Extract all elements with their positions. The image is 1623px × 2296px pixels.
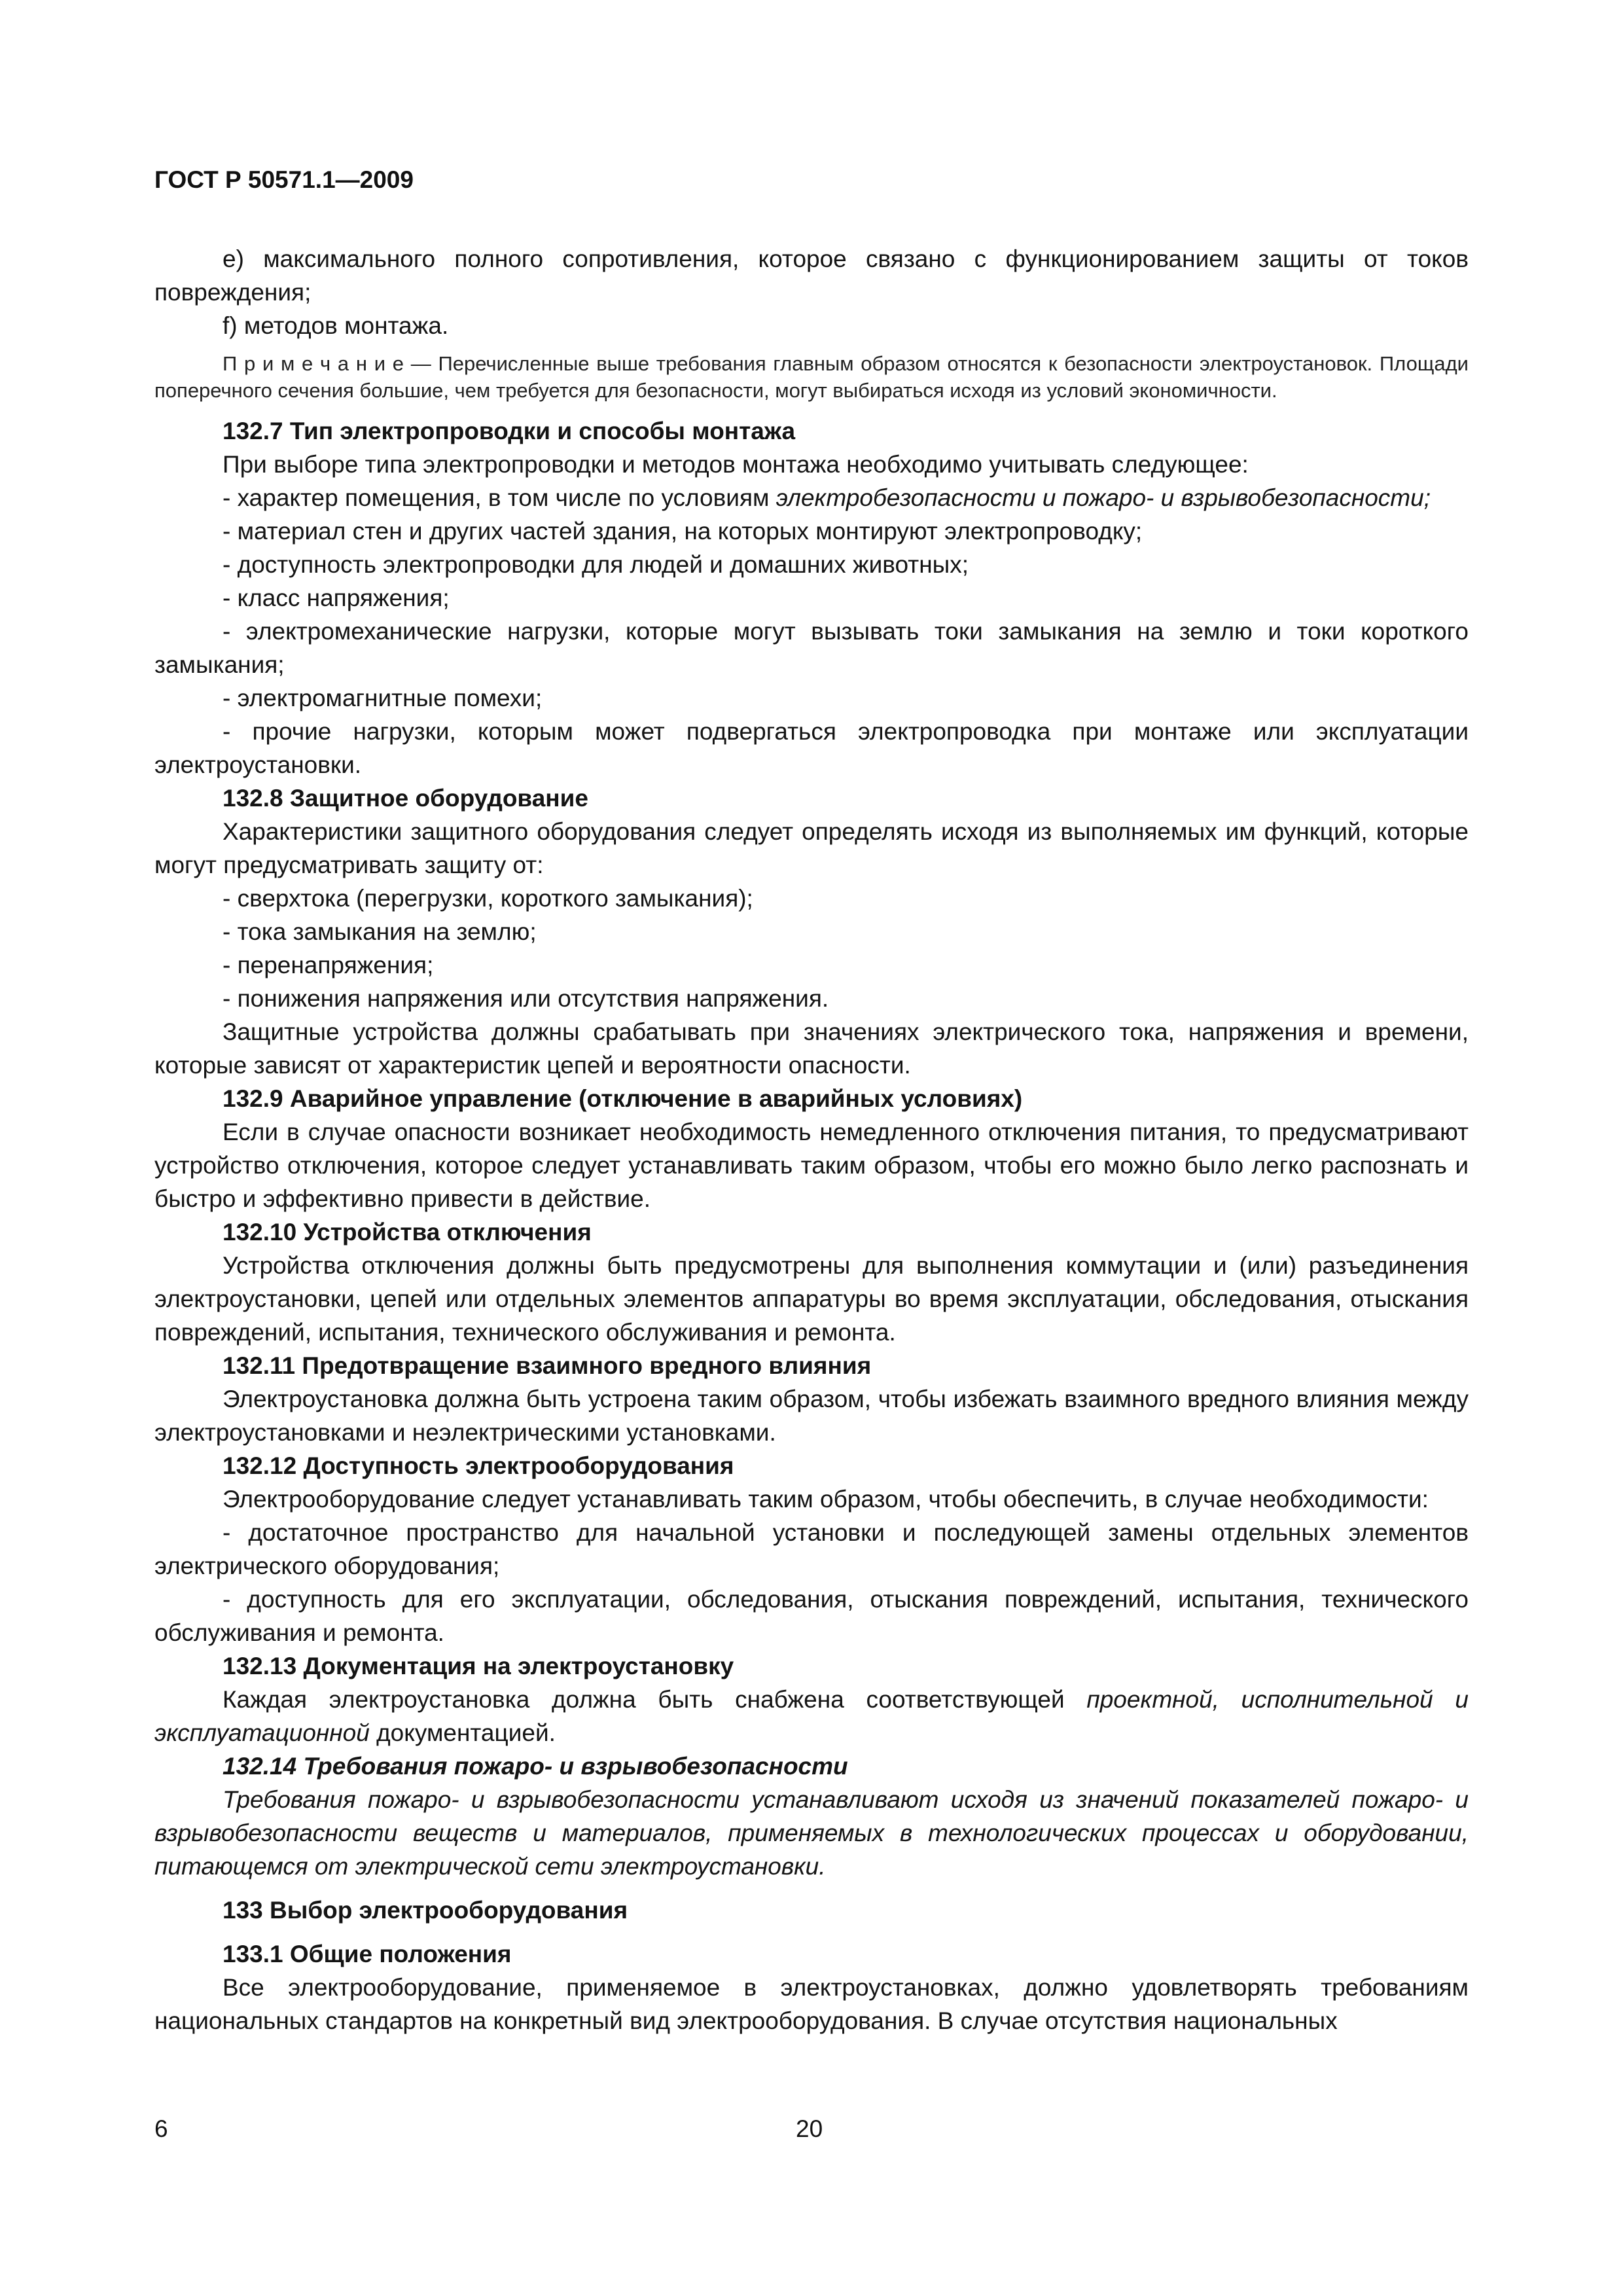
section-heading-133-1: 133.1 Общие положения: [223, 1941, 512, 1967]
page-number-center: 20: [796, 2115, 823, 2142]
section-heading-132-10: 132.10 Устройства отключения: [223, 1219, 592, 1246]
list-item: - перенапряжения;: [223, 952, 434, 978]
list-item: - достаточное пространство для начальной установки и последующей замены отдельных элементов электрического оборудования;: [154, 1519, 1469, 1579]
page-number-left: 6: [154, 2115, 168, 2142]
section-paragraph-132-9: Если в случае опасности возникает необходимость немедленного отключения питания, то предусматривают устройство отключения, которое следует устанавливать таким образом, чтобы его можно было легко распознать и быстро и эффективно привести в действие.: [154, 1119, 1469, 1212]
list-item: - сверхтока (перегрузки, короткого замыкания);: [223, 885, 753, 912]
section-heading-132-14: 132.14 Требования пожаро- и взрывобезопасности: [223, 1753, 848, 1780]
list-item: - понижения напряжения или отсутствия напряжения.: [223, 985, 829, 1012]
section-heading-132-11: 132.11 Предотвращение взаимного вредного влияния: [223, 1352, 872, 1379]
document-code-header: ГОСТ Р 50571.1—2009: [154, 166, 414, 193]
list-item: - класс напряжения;: [223, 584, 450, 611]
note-label: П р и м е ч а н и е —: [223, 352, 431, 375]
note-text: Перечисленные выше требования главным образом относятся к безопасности электроустановок. Площади поперечного сечения большие, чем требуется для безопасности, могут выбираться исходя из условий экономичности.: [154, 352, 1469, 402]
list-item-text: - характер помещения, в том числе по условиям: [223, 484, 776, 511]
section-paragraph-132-13: [154, 1683, 1469, 1749]
list-item: [154, 481, 1469, 514]
section-paragraph-132-14: Требования пожаро- и взрывобезопасности устанавливают исходя из значений показателей пожаро- и взрывобезопасности веществ и материалов, применяемых в технологических процессах и оборудовании, питающемся от электрической сети электроустановки.: [154, 1786, 1469, 1880]
paragraph-italic-text: проектной, исполнительной и эксплуатационной: [154, 1686, 1469, 1746]
list-item: - прочие нагрузки, которым может подвергаться электропроводка при монтаже или эксплуатации электроустановки.: [154, 718, 1469, 778]
section-heading-132-12: 132.12 Доступность электрооборудования: [223, 1452, 734, 1479]
list-item: - доступность электропроводки для людей и домашних животных;: [223, 551, 969, 578]
section-paragraph-132-8: Защитные устройства должны срабатывать при значениях электрического тока, напряжения и времени, которые зависят от характеристик цепей и вероятности опасности.: [154, 1018, 1469, 1079]
list-item: - электромеханические нагрузки, которые могут вызывать токи замыкания на землю и токи короткого замыкания;: [154, 618, 1469, 678]
list-item-e: е) максимального полного сопротивления, которое связано с функционированием защиты от токов повреждения;: [154, 245, 1469, 306]
section-heading-132-9: 132.9 Аварийное управление (отключение в аварийных условиях): [223, 1085, 1023, 1112]
section-intro-132-12: Электрооборудование следует устанавливать таким образом, чтобы обеспечить, в случае необходимости:: [223, 1486, 1429, 1513]
section-heading-133: 133 Выбор электрооборудования: [223, 1897, 628, 1924]
section-paragraph-132-10: Устройства отключения должны быть предусмотрены для выполнения коммутации и (или) разъединения электроустановки, цепей или отдельных элементов аппаратуры во время эксплуатации, обследования, отыскания повреждений, испытания, технического обслуживания и ремонта.: [154, 1252, 1469, 1346]
paragraph-text: документацией.: [369, 1719, 556, 1746]
section-heading-132-13: 132.13 Документация на электроустановку: [223, 1653, 734, 1679]
list-item-italic-text: электробезопасности и пожаро- и взрывобезопасности;: [776, 484, 1431, 511]
note-paragraph: [154, 350, 1469, 404]
section-paragraph-132-11: Электроустановка должна быть устроена таким образом, чтобы избежать взаимного вредного влияния между электроустановками и неэлектрическими установками.: [154, 1386, 1469, 1446]
section-heading-132-8: 132.8 Защитное оборудование: [223, 785, 588, 812]
list-item: - тока замыкания на землю;: [223, 918, 537, 945]
list-item-f: f) методов монтажа.: [223, 312, 449, 339]
section-heading-132-7: 132.7 Тип электропроводки и способы монтажа: [223, 418, 796, 444]
list-item: - электромагнитные помехи;: [223, 685, 543, 711]
section-intro-132-7: При выборе типа электропроводки и методов монтажа необходимо учитывать следующее:: [223, 451, 1249, 478]
paragraph-text: Каждая электроустановка должна быть снабжена соответствующей: [223, 1686, 1087, 1713]
list-item: - доступность для его эксплуатации, обследования, отыскания повреждений, испытания, технического обслуживания и ремонта.: [154, 1586, 1469, 1646]
section-intro-132-8: Характеристики защитного оборудования следует определять исходя из выполняемых им функций, которые могут предусматривать защиту от:: [154, 818, 1469, 878]
list-item: - материал стен и других частей здания, на которых монтируют электропроводку;: [223, 518, 1143, 545]
document-body: [154, 242, 1469, 2037]
section-paragraph-133-1: Все электрооборудование, применяемое в электроустановках, должно удовлетворять требованиям национальных стандартов на конкретный вид электрооборудования. В случае отсутствия национальных: [154, 1974, 1469, 2034]
